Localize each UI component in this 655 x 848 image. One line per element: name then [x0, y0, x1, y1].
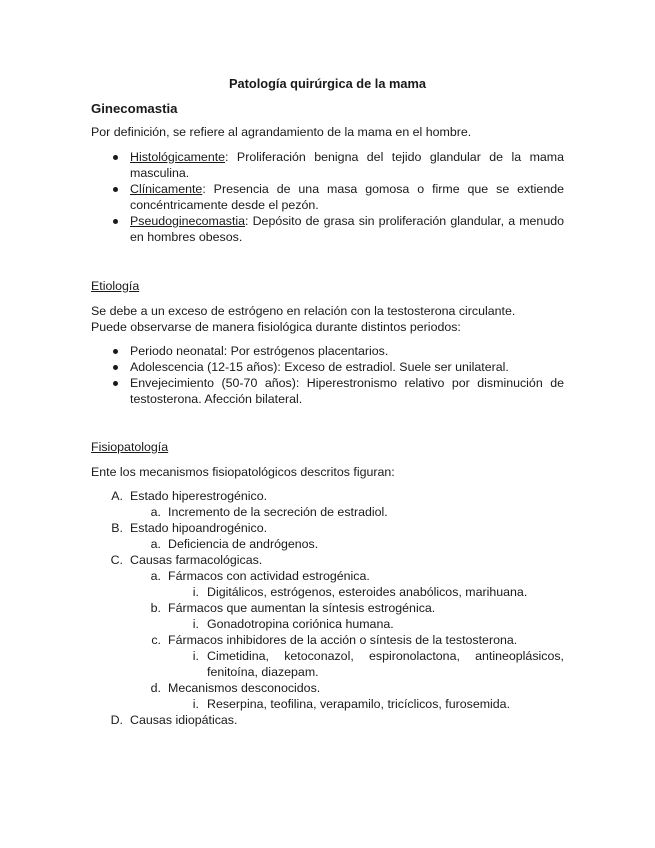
- list-text: Gonadotropina coriónica humana.: [207, 617, 394, 631]
- list-marker: a.: [150, 505, 161, 519]
- list-marker: b.: [150, 601, 161, 615]
- heading-fisiopatologia: Fisiopatología: [91, 440, 169, 454]
- list-marker: i.: [192, 585, 199, 599]
- list-text: Reserpina, teofilina, verapamilo, tricíclicos, furosemida.: [207, 697, 511, 711]
- heading-etiologia: Etiología: [91, 279, 140, 293]
- bullet-icon: [113, 155, 118, 160]
- list-marker: c.: [151, 633, 161, 647]
- bullet-text: Adolescencia (12-15 años): Exceso de estradiol. Suele ser unilateral.: [130, 360, 509, 374]
- term-histologicamente: Histológicamente: [130, 150, 226, 164]
- term-pseudoginecomastia: Pseudoginecomastia: [130, 214, 246, 228]
- list-marker: i.: [192, 649, 199, 663]
- list-text: Causas idiopáticas.: [130, 713, 238, 727]
- bullet-icon: [113, 381, 118, 386]
- list-text: Fármacos inhibidores de la acción o síntesis de la testosterona.: [168, 633, 518, 647]
- etiology-line-1: Se debe a un exceso de estrógeno en relación con la testosterona circulante.: [91, 304, 516, 318]
- list-text: Incremento de la secreción de estradiol.: [168, 505, 388, 519]
- list-marker: a.: [150, 569, 161, 583]
- list-text: Fármacos con actividad estrogénica.: [168, 569, 370, 583]
- list-text: Cimetidina, ketoconazol, espironolactona, antineoplásicos, fenitoína, diazepam.: [207, 649, 564, 679]
- list-marker: d.: [150, 681, 161, 695]
- list-text: Fármacos que aumentan la síntesis estrogénica.: [168, 601, 436, 615]
- list-text: Digitálicos, estrógenos, esteroides anabólicos, marihuana.: [207, 585, 528, 599]
- bullet-icon: [113, 187, 118, 192]
- list-text: Estado hipoandrogénico.: [130, 521, 268, 535]
- bullet-icon: [113, 349, 118, 354]
- bullet-text: Periodo neonatal: Por estrógenos placentarios.: [130, 344, 389, 358]
- fisiopatologia-intro: Ente los mecanismos fisiopatológicos descritos figuran:: [91, 465, 395, 479]
- list-marker: i.: [192, 697, 199, 711]
- list-text: Causas farmacológicas.: [130, 553, 263, 567]
- etiology-line-2: Puede observarse de manera fisiológica durante distintos periodos:: [91, 320, 461, 334]
- list-marker: C.: [110, 553, 123, 567]
- list-marker: A.: [111, 489, 123, 503]
- list-marker: a.: [150, 537, 161, 551]
- list-marker: B.: [111, 521, 123, 535]
- term-clinicamente: Clínicamente: [130, 182, 203, 196]
- bullet-text: : Presencia de una masa gomosa o firme que se extiende concéntricamente desde el pezón.: [130, 182, 564, 212]
- list-text: Estado hiperestrogénico.: [130, 489, 268, 503]
- bullet-text: : Proliferación benigna del tejido glandular de la mama masculina.: [130, 150, 564, 180]
- bullet-text: Envejecimiento (50-70 años): Hiperestronismo relativo por disminución de testosterona. Afección bilateral.: [130, 376, 564, 406]
- bullet-text: : Depósito de grasa sin proliferación glandular, a menudo en hombres obesos.: [130, 214, 564, 244]
- list-marker: i.: [192, 617, 199, 631]
- heading-ginecomastia: Ginecomastia: [91, 101, 178, 116]
- document-title: Patología quirúrgica de la mama: [229, 76, 426, 91]
- list-marker: D.: [110, 713, 123, 727]
- list-text: Mecanismos desconocidos.: [168, 681, 321, 695]
- bullet-icon: [113, 365, 118, 370]
- definition-paragraph: Por definición, se refiere al agrandamiento de la mama en el hombre.: [91, 125, 472, 139]
- bullet-icon: [113, 219, 118, 224]
- list-text: Deficiencia de andrógenos.: [168, 537, 319, 551]
